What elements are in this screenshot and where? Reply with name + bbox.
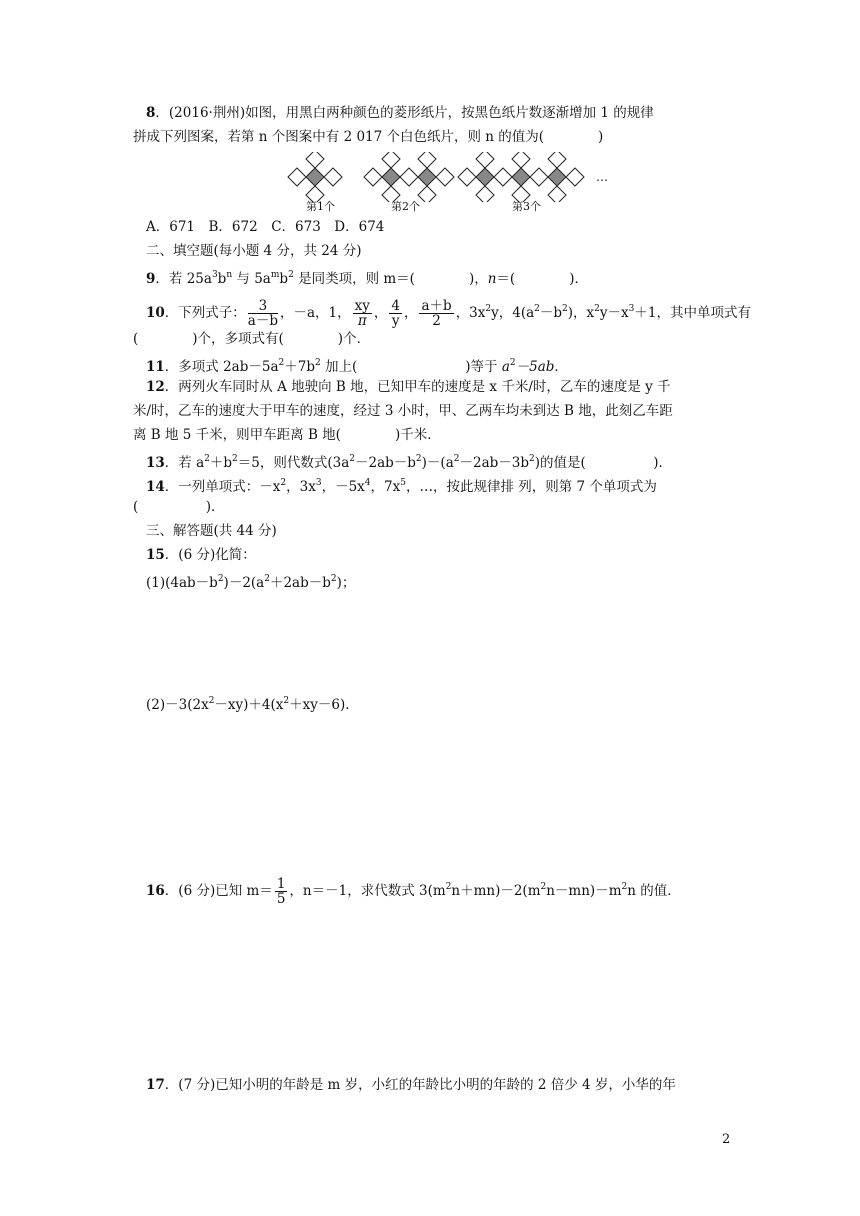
white-rhombus <box>288 168 306 186</box>
q13-sup: 2 <box>415 454 422 464</box>
q15-text: －xy)＋4(x <box>214 697 284 713</box>
fraction <box>275 877 288 906</box>
q11-text: 加上( )等于 <box>320 359 502 375</box>
q16-text: n 的值． <box>627 883 681 899</box>
q10-text: ，－a，1， <box>280 305 351 321</box>
q10-text: ＋1，其中单项式有 <box>634 305 751 321</box>
q11-answer: a <box>501 359 510 375</box>
q10-text: ， <box>403 305 418 321</box>
q14-number: 14 <box>146 479 165 495</box>
q15-sup: 2 <box>264 574 270 584</box>
figure-ellipsis: … <box>596 170 608 184</box>
black-rhombus <box>512 168 530 186</box>
rhombus-pattern-figure <box>285 152 635 202</box>
q12-line3: 离 B 地 5 千米，则甲车距离 B 地( )千米． <box>133 427 441 443</box>
q11-text: ． <box>554 359 568 375</box>
q11-answer: －5ab <box>515 359 555 375</box>
white-rhombus <box>418 186 436 202</box>
q10-text: ，3x <box>455 305 486 321</box>
q9-sup: m <box>270 270 280 280</box>
q10-text: y，4(a <box>491 305 535 321</box>
q16-text: n＋mn)－2(m <box>451 883 541 899</box>
q14-line2: ( )． <box>133 499 225 515</box>
q10-sup: 2 <box>485 304 492 314</box>
q9-var: n <box>487 271 497 287</box>
q15-sup: 2 <box>217 574 224 584</box>
q16-sup: 2 <box>621 882 628 892</box>
q11-sup: 2 <box>314 358 321 368</box>
white-rhombus <box>400 168 418 186</box>
q9-sup: n <box>226 270 233 280</box>
q15-text: ．(6 分)化简： <box>164 547 256 563</box>
fraction-bottom: a－b <box>247 313 278 329</box>
q17-text: ．(7 分)已知小明的年龄是 m 岁，小红的年龄比小明的年龄的 2 倍少 4 岁，小华的年 <box>164 1077 676 1093</box>
caption-3: 第3个 <box>512 200 541 213</box>
white-rhombus <box>382 152 400 168</box>
q15-sup: 2 <box>330 574 337 584</box>
q13-text: )－(a <box>421 455 454 471</box>
q14-line1 <box>146 474 657 496</box>
q11-number: 11 <box>146 359 165 375</box>
q12-line1 <box>146 378 671 396</box>
fraction-bottom: 5 <box>276 891 286 907</box>
q16-number: 16 <box>146 883 165 899</box>
q10-line1 <box>146 294 751 328</box>
fraction-top: 1 <box>276 876 286 892</box>
q9-text: 与 5a <box>232 271 271 287</box>
fraction <box>248 299 278 328</box>
white-rhombus <box>418 152 436 168</box>
q12-number: 12 <box>146 379 165 395</box>
q15-text: ＋xy－6)． <box>289 697 359 713</box>
q9-sup: 2 <box>288 270 294 280</box>
black-rhombus <box>306 168 324 186</box>
fraction-top: 4 <box>391 298 400 314</box>
q16-sup: 2 <box>540 882 547 892</box>
white-rhombus <box>566 168 584 186</box>
q9-line <box>146 266 588 288</box>
q9-number: 9 <box>146 271 156 287</box>
q15-text: ＋2ab－b <box>269 575 331 591</box>
q15-part1 <box>146 570 355 592</box>
q15-part2 <box>146 692 359 714</box>
q10-sup: 2 <box>534 304 540 314</box>
q9-text: b <box>217 271 227 287</box>
q11-line <box>146 354 568 376</box>
black-rhombus <box>382 168 400 186</box>
q14-sup: 2 <box>280 478 287 488</box>
black-rhombus <box>418 168 436 186</box>
white-rhombus <box>458 168 476 186</box>
q15-number: 15 <box>146 547 165 563</box>
q13-number: 13 <box>146 455 165 471</box>
q17-line <box>146 1076 676 1094</box>
q15-text: )－2(a <box>223 575 265 591</box>
page-number: 2 <box>722 1132 731 1147</box>
q10-line2: ( )个，多项式有( )个． <box>133 331 371 347</box>
q16-line <box>146 872 681 906</box>
q16-sup: 2 <box>445 882 452 892</box>
white-rhombus <box>476 186 494 202</box>
section-answer: 三、解答题(共 44 分) <box>146 523 277 539</box>
black-rhombus <box>476 168 494 186</box>
fraction-top: 3 <box>248 299 278 314</box>
q13-sup: 2 <box>349 454 355 464</box>
q8-number: 8 <box>146 105 156 121</box>
q11-text: ＋7b <box>284 359 315 375</box>
q9-text: 是同类项，则 m＝( )， <box>293 271 488 287</box>
fraction-top: a＋b <box>421 298 452 314</box>
white-rhombus <box>476 152 494 168</box>
q13-sup: 2 <box>232 454 238 464</box>
q9-text: ＝( )． <box>496 271 588 287</box>
q8-options: A．671 B．672 C．673 D．674 <box>146 219 385 235</box>
q13-text: －2ab－b <box>355 455 416 471</box>
fraction <box>389 299 402 328</box>
q10-number: 10 <box>146 305 165 321</box>
q14-text: ，3x <box>286 479 316 495</box>
q10-text: y－x <box>599 305 629 321</box>
q14-text: ，…，按此规律排 列，则第 7 个单项式为 <box>405 479 657 495</box>
q13-sup: 2 <box>529 454 535 464</box>
white-rhombus <box>306 152 324 168</box>
q16-text: n－mn)－m <box>546 883 622 899</box>
q11-sup: 2 <box>509 358 516 368</box>
caption-1: 第1个 <box>306 200 335 213</box>
q15-text: (2)－3(2x <box>146 697 209 713</box>
white-rhombus <box>436 168 454 186</box>
q11-sup: 2 <box>278 358 285 368</box>
q15-text: (1)(4ab－b <box>146 575 218 591</box>
q13-line <box>146 450 672 472</box>
white-rhombus <box>512 152 530 168</box>
q10-sup: 2 <box>594 304 600 314</box>
q15-sup: 2 <box>283 696 290 706</box>
q10-sup: 3 <box>628 304 635 314</box>
q11-text: ．多项式 2ab－5a <box>164 359 279 375</box>
q12-line2: 米/时，乙车的速度大于甲车的速度，经过 3 小时，甲、乙两车均未到达 B 地，此刻乙车距 <box>133 403 673 419</box>
fraction <box>419 299 453 328</box>
q8-line2: 拼成下列图案，若第 n 个图案中有 2 017 个白色纸片，则 n 的值为( ) <box>133 129 604 145</box>
white-rhombus <box>494 168 512 186</box>
white-rhombus <box>530 168 548 186</box>
q13-text: ＝5，则代数式(3a <box>237 455 350 471</box>
q14-sup: 5 <box>400 478 406 488</box>
q17-number: 17 <box>146 1077 165 1093</box>
q10-text: ， <box>373 305 388 321</box>
caption-2: 第2个 <box>391 200 420 213</box>
fraction <box>353 299 372 328</box>
q16-text: ，n＝－1，求代数式 3(m <box>289 883 446 899</box>
q13-text: ＋b <box>209 455 233 471</box>
q13-sup: 2 <box>453 454 460 464</box>
fraction-bottom: y <box>391 313 400 329</box>
q14-sup: 4 <box>364 478 371 488</box>
q12-text: ．两列火车同时从 A 地驶向 B 地，已知甲车的速度是 x 千米/时，乙车的速度是 y 千 <box>164 379 671 395</box>
q13-text: －2ab－3b <box>459 455 529 471</box>
white-rhombus <box>548 152 566 168</box>
white-rhombus <box>548 186 566 202</box>
q15-text: )； <box>336 575 356 591</box>
q10-text: ．下列式子： <box>164 305 246 321</box>
q14-text: ，7x <box>370 479 401 495</box>
q10-text: －b <box>539 305 563 321</box>
fraction-bottom: 2 <box>432 313 441 329</box>
q15-head <box>146 546 256 564</box>
black-rhombus <box>548 168 566 186</box>
q9-sup: 3 <box>211 270 218 280</box>
q9-text: b <box>279 271 289 287</box>
q13-text: ．若 a <box>164 455 205 471</box>
q9-text: ．若 25a <box>155 271 212 287</box>
q14-text: ，－5x <box>321 479 365 495</box>
white-rhombus <box>364 168 382 186</box>
q13-sup: 2 <box>204 454 210 464</box>
q13-text: )的值是( )． <box>534 455 673 471</box>
fraction-top: xy <box>354 298 370 314</box>
section-fill-in: 二、填空题(每小题 4 分，共 24 分) <box>146 243 362 259</box>
q10-text: )，x <box>567 305 595 321</box>
q14-text: ．一列单项式：－x <box>164 479 281 495</box>
q16-text: ．(6 分)已知 m＝ <box>164 883 273 899</box>
q8-line1 <box>146 104 654 122</box>
fraction-bottom: π <box>357 313 367 329</box>
q10-sup: 2 <box>562 304 568 314</box>
q8-text-1: ．(2016·荆州)如图，用黑白两种颜色的菱形纸片，按黑色纸片数逐渐增加 1 的规律 <box>155 105 654 121</box>
q15-sup: 2 <box>208 696 215 706</box>
q14-sup: 3 <box>315 478 322 488</box>
white-rhombus <box>324 168 342 186</box>
